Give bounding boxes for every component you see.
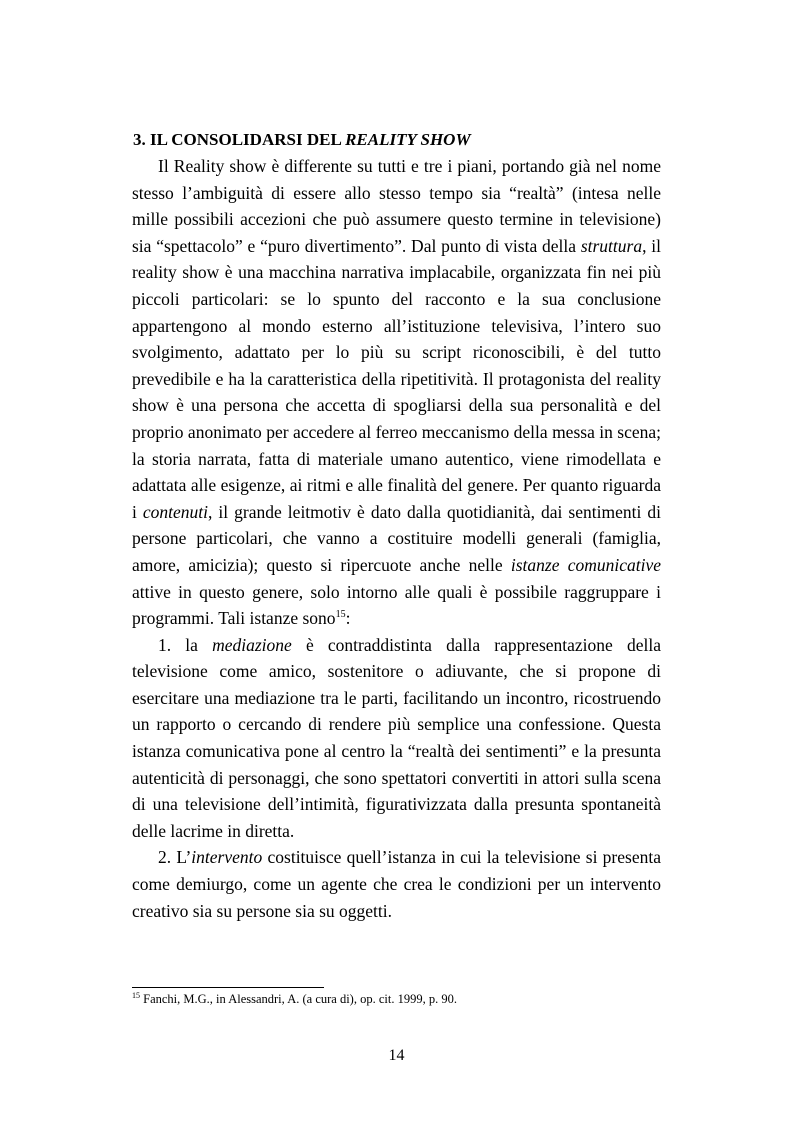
text-segment: attive in questo genere, solo intorno alle quali è possibile raggruppare i programmi. Tali istanze sono — [132, 581, 661, 629]
italic-term-istanze-comunicative: istanze comunicative — [510, 554, 661, 575]
text-segment: Il Reality show è differente su tutti e tre i piani, portando già nel nome stesso l’ambiguità di essere allo stesso tempo sia “realtà” (intesa nelle mille possibili accezioni che può assumere questo termine in televisione) sia “spettacolo” e “puro divertimento”. Dal punto di vista della — [132, 156, 661, 256]
paragraph-intro — [132, 153, 661, 632]
italic-term-intervento: intervento — [191, 847, 263, 868]
footnote — [132, 991, 672, 1007]
text-segment: 1. la — [158, 634, 213, 655]
italic-term-struttura: struttura — [580, 235, 643, 256]
footnote-separator — [132, 987, 324, 988]
text-segment: : — [345, 608, 351, 629]
paragraph-mediazione — [132, 632, 661, 845]
footnote-text: Fanchi, M.G., in Alessandri, A. (a cura di), op. cit. 1999, p. 90. — [140, 992, 457, 1006]
text-segment: costituisce quell’istanza in cui la televisione si presenta come demiurgo, come un agente che crea le condizioni per un intervento creativo sia su persone sia su oggetti. — [132, 847, 661, 921]
italic-term-contenuti: contenuti — [142, 501, 209, 522]
italic-term-mediazione: mediazione — [212, 634, 292, 655]
footnote-number: 15 — [132, 991, 140, 1000]
section-heading — [133, 128, 673, 152]
page-number: 14 — [388, 1047, 405, 1064]
text-segment: , il grande leitmotiv è dato dalla quotidianità, dai sentimenti di persone particolari, che vanno a costituire modelli generali (famiglia, amore, amicizia); questo si ripercuote anche nelle — [132, 501, 661, 575]
section-heading-emphasis: REALITY SHOW — [345, 130, 471, 149]
paragraph-intervento — [132, 844, 661, 924]
body-text — [132, 153, 661, 924]
section-heading-prefix: 3. IL CONSOLIDARSI DEL — [133, 130, 346, 149]
text-segment: è contraddistinta dalla rappresentazione della televisione come amico, sostenitore o adiuvante, che si propone di esercitare una mediazione tra le parti, facilitando un incontro, ricostruendo un rapporto o cercando di rendere più semplice una confessione. Questa istanza comunicativa pone al centro la “realtà dei sentimenti” e la presunta autenticità di personaggi, che sono spettatori convertiti in attori sulla scena di una televisione dell’intimità, figurativizzata dalla presunta spontaneità delle lacrime in diretta. — [132, 634, 661, 841]
text-segment: 2. L’ — [158, 847, 192, 868]
footnote-reference: 15 — [335, 609, 346, 621]
text-segment: , il reality show è una macchina narrativa implacabile, organizzata fin nei più piccoli particolari: se lo spunto del racconto e la sua conclusione appartengono al mondo esterno all’istituzione televisiva, l’intero suo svolgimento, adattato per lo più su script riconoscibili, è del tutto prevedibile e ha la caratteristica della ripetitività. Il protagonista del reality show è una persona che accetta di spogliarsi della sua personalità e del proprio anonimato per accedere al ferreo meccanismo della messa in scena; la storia narrata, fatta di materiale umano autentico, viene rimodellata e adattata alle esigenze, ai ritmi e alle finalità del genere. Per quanto riguarda i — [132, 235, 661, 522]
